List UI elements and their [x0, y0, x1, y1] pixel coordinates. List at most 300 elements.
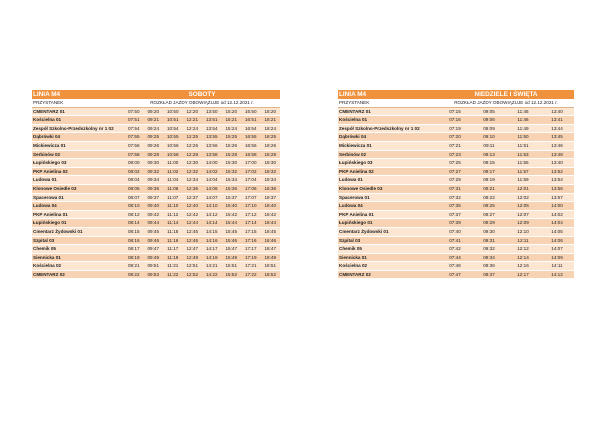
table-row	[32, 176, 280, 185]
departure-time: 14:12	[202, 210, 222, 219]
timetable-sunday	[338, 90, 574, 279]
table-row	[32, 245, 280, 254]
table-row	[338, 227, 574, 236]
departure-time: 18:32	[261, 167, 281, 176]
departure-time: 11:57	[506, 167, 540, 176]
departure-time: 12:36	[183, 184, 203, 193]
table-row	[338, 236, 574, 245]
departure-time: 10:51	[163, 116, 183, 125]
departure-time: 18:46	[261, 236, 281, 245]
departure-time: 14:16	[202, 236, 222, 245]
departure-time: 18:52	[261, 270, 281, 279]
table-row	[32, 227, 280, 236]
departure-time: 10:55	[163, 133, 183, 142]
table-row	[338, 193, 574, 202]
departure-time: 14:05	[540, 227, 574, 236]
departure-time: 11:14	[163, 219, 183, 228]
departure-time: 09:49	[144, 253, 164, 262]
timetable-header	[32, 90, 280, 99]
departure-time: 09:29	[472, 219, 506, 228]
stop-name: Szpital 03	[338, 236, 438, 245]
departure-time: 15:45	[222, 227, 242, 236]
stop-name: Szpital 03	[32, 236, 124, 245]
departure-time: 17:04	[241, 176, 261, 185]
departure-time: 14:02	[540, 210, 574, 219]
departure-time: 11:16	[163, 236, 183, 245]
departure-time: 07:19	[438, 124, 472, 133]
departure-time: 12:26	[183, 141, 203, 150]
table-row	[338, 124, 574, 133]
departure-time: 18:20	[261, 107, 281, 116]
departure-time: 18:34	[261, 176, 281, 185]
departure-time: 15:37	[222, 193, 242, 202]
departure-time: 18:24	[261, 124, 281, 133]
departure-time: 16:51	[241, 116, 261, 125]
line-name: LINIA M4	[338, 90, 438, 99]
departure-time: 14:11	[540, 262, 574, 271]
departure-time: 18:36	[261, 184, 281, 193]
departure-time: 12:09	[506, 219, 540, 228]
departure-time: 08:21	[124, 262, 144, 271]
departure-time: 11:59	[506, 176, 540, 185]
stop-name: Dąbrówki 04	[32, 133, 124, 142]
departure-time: 07:42	[438, 245, 472, 254]
departure-time: 14:22	[202, 270, 222, 279]
departure-time: 11:46	[506, 116, 540, 125]
stop-name: Spacerowa 01	[32, 193, 124, 202]
departure-time: 09:15	[472, 159, 506, 168]
departure-time: 16:56	[241, 141, 261, 150]
table-row	[32, 193, 280, 202]
departure-time: 09:17	[472, 167, 506, 176]
departure-time: 12:47	[183, 245, 203, 254]
departure-time: 09:21	[472, 184, 506, 193]
departure-time: 14:07	[202, 193, 222, 202]
stop-column-header: PRZYSTANEK	[32, 99, 124, 107]
table-row	[32, 270, 280, 279]
stop-name: PKP Anielina 02	[32, 167, 124, 176]
departure-time: 09:34	[472, 253, 506, 262]
departure-time: 18:49	[261, 253, 281, 262]
departure-time: 18:44	[261, 219, 281, 228]
departure-time: 14:04	[540, 219, 574, 228]
table-row	[338, 202, 574, 211]
departure-time: 10:56	[163, 141, 183, 150]
table-row	[32, 236, 280, 245]
table-row	[338, 270, 574, 279]
stop-name: Klonowe Osiedle 03	[32, 184, 124, 193]
stop-name: Ludowa 04	[338, 202, 438, 211]
departure-time: 15:20	[222, 107, 242, 116]
departure-time: 17:00	[241, 159, 261, 168]
departure-time: 12:28	[183, 150, 203, 159]
departure-time: 13:52	[540, 167, 574, 176]
departure-time: 12:42	[183, 210, 203, 219]
departure-time: 09:10	[472, 133, 506, 142]
stop-name: Chemik 05	[32, 245, 124, 254]
departure-time: 09:37	[472, 270, 506, 279]
table-row	[338, 141, 574, 150]
departure-time: 11:17	[163, 245, 183, 254]
departure-time: 12:11	[506, 236, 540, 245]
departure-time: 18:26	[261, 141, 281, 150]
departure-time: 09:36	[144, 184, 164, 193]
departure-time: 07:15	[438, 107, 472, 116]
timetable-header	[338, 90, 574, 99]
departure-time: 09:11	[472, 141, 506, 150]
departure-time: 07:27	[438, 167, 472, 176]
stop-name: CMENTARZ 01	[338, 107, 438, 116]
departure-time: 15:40	[222, 202, 242, 211]
departure-time: 08:14	[124, 219, 144, 228]
departure-time: 17:15	[241, 227, 261, 236]
departure-time: 09:20	[144, 107, 164, 116]
departure-time: 08:16	[124, 236, 144, 245]
day-type: SOBOTY	[124, 90, 280, 99]
stop-name: Cmentarz Żydowski 01	[338, 227, 438, 236]
departure-time: 13:41	[540, 116, 574, 125]
departure-time: 14:21	[202, 262, 222, 271]
table-row	[32, 116, 280, 125]
departure-time: 18:30	[261, 159, 281, 168]
departure-time: 18:37	[261, 193, 281, 202]
departure-time: 17:21	[241, 262, 261, 271]
departure-time: 11:19	[163, 253, 183, 262]
table-row	[32, 184, 280, 193]
departure-time: 11:22	[163, 270, 183, 279]
stop-name: Mickiewicza 01	[32, 141, 124, 150]
departure-time: 12:45	[183, 227, 203, 236]
departure-time: 12:37	[183, 193, 203, 202]
departure-time: 15:52	[222, 270, 242, 279]
departure-time: 10:50	[163, 107, 183, 116]
departure-time: 12:12	[506, 245, 540, 254]
departure-time: 09:47	[144, 245, 164, 254]
departure-time: 14:07	[540, 245, 574, 254]
departure-time: 17:17	[241, 245, 261, 254]
departure-time: 13:57	[540, 193, 574, 202]
departure-time: 15:34	[222, 176, 242, 185]
departure-time: 14:12	[540, 270, 574, 279]
departure-time: 12:16	[506, 262, 540, 271]
table-row	[338, 176, 574, 185]
departure-time: 17:14	[241, 219, 261, 228]
stop-name: Kościelna 02	[32, 262, 124, 271]
departure-time: 11:49	[506, 124, 540, 133]
table-row	[338, 167, 574, 176]
stop-name: CMENTARZ 01	[32, 107, 124, 116]
departure-time: 17:19	[241, 253, 261, 262]
table-row	[32, 219, 280, 228]
stop-name: Łupińskiego 01	[32, 219, 124, 228]
departure-time: 09:46	[144, 236, 164, 245]
departure-time: 18:45	[261, 227, 281, 236]
table-row	[32, 107, 280, 116]
departure-time: 11:10	[163, 202, 183, 211]
departure-time: 12:02	[506, 193, 540, 202]
departure-time: 09:44	[144, 219, 164, 228]
departure-time: 12:32	[183, 167, 203, 176]
departure-time: 15:21	[222, 116, 242, 125]
departure-time: 09:09	[472, 124, 506, 133]
stop-name: PKP Anielina 02	[338, 167, 438, 176]
departure-time: 15:47	[222, 245, 242, 254]
departure-time: 07:54	[124, 124, 144, 133]
departure-time: 10:54	[163, 124, 183, 133]
departure-time: 08:19	[124, 253, 144, 262]
stop-name: PKP Anielina 01	[32, 210, 124, 219]
departure-time: 07:41	[438, 236, 472, 245]
departure-time: 07:21	[438, 141, 472, 150]
departure-time: 09:24	[144, 124, 164, 133]
departure-time: 11:00	[163, 159, 183, 168]
departure-time: 14:17	[202, 245, 222, 254]
departure-time: 13:54	[202, 124, 222, 133]
day-type: NIEDZIELE I ŚWIĘTA	[438, 90, 574, 99]
departure-time: 07:23	[438, 150, 472, 159]
departure-time: 15:24	[222, 124, 242, 133]
departure-time: 15:46	[222, 236, 242, 245]
departure-time: 09:40	[144, 202, 164, 211]
stop-name: Łupińskiego 03	[32, 159, 124, 168]
departure-time: 13:58	[202, 150, 222, 159]
departure-time: 18:42	[261, 210, 281, 219]
departure-time: 12:07	[506, 210, 540, 219]
stop-name: Łupińskiego 03	[338, 159, 438, 168]
stop-name: Kościelna 02	[338, 262, 438, 271]
departure-time: 09:51	[144, 262, 164, 271]
departure-time: 11:50	[506, 133, 540, 142]
table-row	[32, 124, 280, 133]
departure-time: 18:47	[261, 245, 281, 254]
stop-name: Kościelna 01	[32, 116, 124, 125]
departure-time: 17:10	[241, 202, 261, 211]
timetable-saturday	[32, 90, 280, 279]
table-row	[32, 253, 280, 262]
stop-name: Łupińskiego 01	[338, 219, 438, 228]
departure-time: 12:46	[183, 236, 203, 245]
departure-time: 14:04	[202, 176, 222, 185]
departure-time: 07:55	[124, 133, 144, 142]
departure-time: 07:29	[438, 176, 472, 185]
departure-time: 10:58	[163, 150, 183, 159]
departure-time: 11:02	[163, 167, 183, 176]
departure-time: 07:20	[438, 133, 472, 142]
departure-time: 13:45	[540, 133, 574, 142]
departure-time: 11:04	[163, 176, 183, 185]
departure-time: 12:17	[506, 270, 540, 279]
departure-time: 18:21	[261, 116, 281, 125]
stop-name: Kościelna 01	[338, 116, 438, 125]
departure-time: 16:50	[241, 107, 261, 116]
stop-name: Serbinów 02	[32, 150, 124, 159]
stop-name: Siennicka 01	[32, 253, 124, 262]
departure-time: 15:28	[222, 150, 242, 159]
departure-time: 16:58	[241, 150, 261, 159]
table-row	[338, 245, 574, 254]
line-name: LINIA M4	[32, 90, 124, 99]
departure-time: 09:42	[144, 210, 164, 219]
stop-name: PKP Anielina 01	[338, 210, 438, 219]
departure-time: 07:40	[438, 227, 472, 236]
departure-time: 08:12	[124, 210, 144, 219]
departure-time: 17:12	[241, 210, 261, 219]
departure-time: 11:51	[506, 141, 540, 150]
departure-time: 14:06	[540, 236, 574, 245]
table-row	[32, 141, 280, 150]
departure-time: 12:49	[183, 253, 203, 262]
departure-time: 12:01	[506, 184, 540, 193]
departure-time: 14:06	[202, 184, 222, 193]
departure-time: 14:15	[202, 227, 222, 236]
departure-time: 07:39	[438, 219, 472, 228]
departure-time: 11:53	[506, 150, 540, 159]
departure-time: 13:56	[202, 141, 222, 150]
departure-time: 08:10	[124, 202, 144, 211]
departure-time: 09:06	[472, 116, 506, 125]
departure-time: 07:37	[438, 210, 472, 219]
departure-time: 15:42	[222, 210, 242, 219]
stop-name: CMENTARZ 02	[32, 270, 124, 279]
departure-time: 13:40	[540, 159, 574, 168]
table-row	[32, 133, 280, 142]
departure-time: 12:24	[183, 124, 203, 133]
departure-time: 12:25	[183, 133, 203, 142]
departure-time: 14:10	[202, 202, 222, 211]
departure-time: 13:56	[540, 184, 574, 193]
departure-time: 17:02	[241, 167, 261, 176]
stop-name: Klonowe Osiedle 03	[338, 184, 438, 193]
departure-time: 09:26	[144, 141, 164, 150]
departure-time: 15:49	[222, 253, 242, 262]
stop-name: Zespół Szkolno-Przedszkolny nr 1 02	[338, 124, 438, 133]
stop-name: Spacerowa 01	[338, 193, 438, 202]
departure-time: 08:04	[124, 176, 144, 185]
departure-time: 07:51	[124, 116, 144, 125]
departure-time: 18:25	[261, 133, 281, 142]
departure-time: 17:22	[241, 270, 261, 279]
departure-time: 09:27	[472, 210, 506, 219]
departure-time: 13:44	[540, 124, 574, 133]
departure-time: 09:30	[472, 227, 506, 236]
table-row	[32, 159, 280, 168]
departure-time: 14:00	[202, 159, 222, 168]
departure-time: 11:45	[506, 107, 540, 116]
table-row	[32, 262, 280, 271]
table-row	[338, 253, 574, 262]
stop-name: Ludowa 01	[32, 176, 124, 185]
departure-time: 12:20	[183, 107, 203, 116]
departure-time: 18:28	[261, 150, 281, 159]
timetable-subheader	[338, 99, 574, 107]
departure-time: 07:47	[438, 270, 472, 279]
departure-time: 07:35	[438, 202, 472, 211]
table-row	[338, 133, 574, 142]
table-row	[32, 150, 280, 159]
stop-name: Ludowa 04	[32, 202, 124, 211]
departure-time: 09:25	[144, 133, 164, 142]
stop-name: Chemik 05	[338, 245, 438, 254]
table-row	[338, 107, 574, 116]
departure-time: 13:54	[540, 176, 574, 185]
departure-time: 13:48	[540, 150, 574, 159]
departure-time: 09:30	[144, 159, 164, 168]
departure-time: 08:02	[124, 167, 144, 176]
departure-time: 09:32	[144, 167, 164, 176]
departure-time: 14:09	[540, 253, 574, 262]
departure-time: 08:15	[124, 227, 144, 236]
departure-time: 08:06	[124, 184, 144, 193]
departure-time: 07:25	[438, 159, 472, 168]
departure-time: 13:46	[540, 141, 574, 150]
departure-time: 15:25	[222, 133, 242, 142]
departure-time: 09:28	[144, 150, 164, 159]
departure-time: 12:10	[506, 227, 540, 236]
departure-time: 11:06	[163, 184, 183, 193]
departure-time: 09:25	[472, 202, 506, 211]
departure-time: 15:44	[222, 219, 242, 228]
departure-time: 16:55	[241, 133, 261, 142]
stop-name: Ludowa 01	[338, 176, 438, 185]
departure-time: 09:36	[472, 262, 506, 271]
departure-time: 07:32	[438, 193, 472, 202]
departure-time: 11:15	[163, 227, 183, 236]
stop-name: Dąbrówki 04	[338, 133, 438, 142]
departure-time: 14:02	[202, 167, 222, 176]
departure-time: 13:55	[202, 133, 222, 142]
table-row	[338, 210, 574, 219]
departure-time: 13:51	[202, 116, 222, 125]
departure-time: 15:30	[222, 159, 242, 168]
departure-time: 09:22	[472, 193, 506, 202]
stop-name: Cmentarz Żydowski 01	[32, 227, 124, 236]
departure-time: 15:32	[222, 167, 242, 176]
departure-time: 12:40	[183, 202, 203, 211]
departure-time: 13:40	[540, 107, 574, 116]
departure-time: 17:07	[241, 193, 261, 202]
departure-time: 09:21	[144, 116, 164, 125]
table-row	[338, 184, 574, 193]
departure-time: 11:21	[163, 262, 183, 271]
timetable-subheader	[32, 99, 280, 107]
departure-time: 09:31	[472, 236, 506, 245]
departure-time: 08:00	[124, 159, 144, 168]
departure-time: 09:13	[472, 150, 506, 159]
departure-time: 08:17	[124, 245, 144, 254]
table-row	[338, 116, 574, 125]
departure-time: 07:16	[438, 116, 472, 125]
departure-time: 07:31	[438, 184, 472, 193]
departure-time: 12:44	[183, 219, 203, 228]
departure-time: 16:54	[241, 124, 261, 133]
schedule-validity-note: ROZKŁAD JAZDY OBOWIĄZUJE od 12.12.2021 r.	[438, 99, 574, 107]
departure-time: 12:30	[183, 159, 203, 168]
departure-time: 14:14	[202, 219, 222, 228]
table-row	[338, 262, 574, 271]
departure-time: 15:26	[222, 141, 242, 150]
stop-name: Siennicka 01	[338, 253, 438, 262]
departure-time: 12:52	[183, 270, 203, 279]
departure-time: 09:45	[144, 227, 164, 236]
departure-time: 09:37	[144, 193, 164, 202]
table-row	[338, 219, 574, 228]
departure-time: 09:53	[144, 270, 164, 279]
table-row	[338, 159, 574, 168]
departure-time: 09:19	[472, 176, 506, 185]
table-row	[32, 210, 280, 219]
departure-time: 08:07	[124, 193, 144, 202]
departure-time: 12:14	[506, 253, 540, 262]
